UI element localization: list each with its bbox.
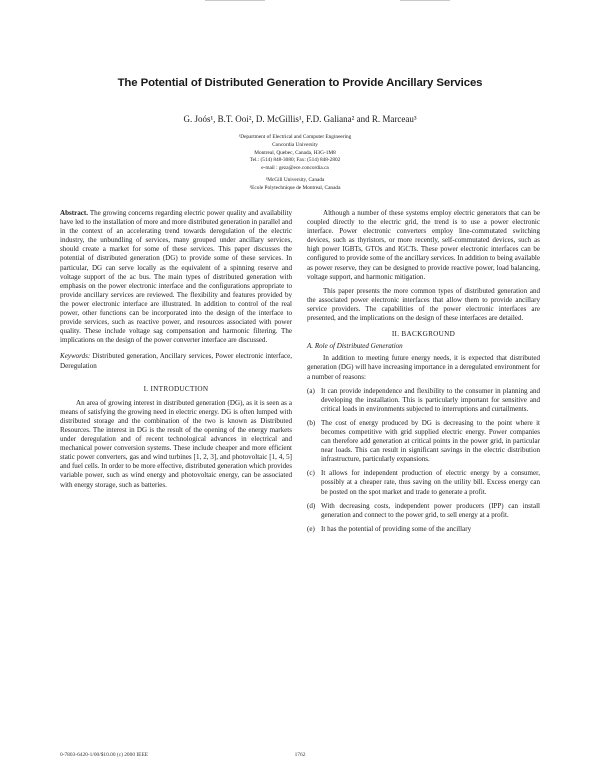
affiliation-line: ¹Department of Electrical and Computer Engineering	[238, 134, 352, 140]
left-column	[60, 209, 292, 490]
keywords-text: Distributed generation, Ancillary services, Power electronic interface, Deregulation	[60, 352, 292, 370]
keywords	[60, 352, 292, 370]
right-paragraph-1: Although a number of these systems employ electric generators that can be coupled directly to the electric grid, the trend is to use a power electronic interface. Power electronic converters employ line-commutated switching devices, such as thyristors, or more recently, self-commutated devices, such as high power IGBTs, GTOs and IGCTs. These power electronic interfaces can be configured to provide some of the ancillary services. In addition to being available as power reserve, they can be designed to provide reactive power, load balancing, voltage support, and harmonic mitigation.	[307, 209, 540, 281]
page-footer	[60, 752, 540, 760]
intro-paragraph: An area of growing interest in distributed generation (DG), as it is seen as a means of satisfying the growing need in electric energy. DG is often lumped with distributed storage and the combination of the two is known as Distributed Resources. The interest in DG is the result of the opening of the energy markets under deregulation and of recent technological advances in electrical and mechanical power conversion systems. These include cheaper and more efficient static power converters, gas and wind turbines [1, 2, 3], and photovoltaic [1, 4, 5] and fuel cells. In order to be more effective, distributed generation which provides variable power, such as wind energy and photovoltaic energy, can be associated with energy storage, such as batteries.	[60, 398, 292, 489]
list-item: (b) The cost of energy produced by DG is decreasing to the point where it becomes competitive with grid supplied electric energy. Power companies can therefore add generation at critical points in the power grid, in particular near loads. This can result in significant savings in the electric distribution infrastructure, particularly expansions.	[307, 418, 540, 464]
list-item: (c) It allows for independent production of electric energy by a consumer, possibly at a cheaper rate, thus saving on the utility bill. Excess energy can be posted on the spot market and trade to generate a profit.	[307, 469, 540, 496]
affiliation-line: Tel.: (514) 848-3080; Fax: (514) 848-2802	[249, 157, 341, 164]
keywords-label: Keywords:	[60, 352, 91, 361]
list-item: (d) With decreasing costs, independent power producers (IPP) can install generation and connect to the power grid, to sell energy at a profit.	[307, 501, 540, 519]
section-heading-background: II. BACKGROUND	[391, 330, 456, 339]
affiliation-line: Montreal, Quebec, Canada, H3G-1M8	[254, 149, 336, 156]
abstract	[60, 209, 292, 345]
list-item: (e) It has the potential of providing some of the ancillary	[307, 524, 472, 533]
list-item: (a) It can provide independence and flexibility to the consumer in planning and developing the installation. This is particularly important for sensitive and critical loads in environments subjected to interruptions and curtailments.	[307, 386, 540, 413]
right-paragraph-2: This paper presents the more common types of distributed generation and the associated power electronic interfaces that allow them to provide ancillary service providers. The capabilities of the power electronic interfaces are presented, and the implications on the design of these interfaces are detailed.	[307, 286, 540, 323]
paper-title: The Potential of Distributed Generation to Provide Ancillary Services	[117, 77, 483, 89]
right-column	[307, 209, 540, 534]
footer-copyright: 0-7803-6420-1/00/$10.00 (c) 2000 IEEE	[60, 752, 149, 758]
role-intro-paragraph: In addition to meeting future energy needs, it is expected that distributed generation (DG) will have increasing importance in a deregulated environment for a number of reasons:	[307, 354, 540, 381]
subsection-heading: A. Role of Distributed Generation	[307, 342, 403, 351]
abstract-text: The growing concerns regarding electric power quality and availability have led to the installation of more and more distributed generation in parallel and in the context of an accelerating trend towards deregulation of the electric industry, the unbundling of services, many grouped under ancillary services, should create a market for some of these services. This paper discusses the potential of distributed generation (DG) to provide some of these services. In particular, DG can serve locally as the equivalent of a spinning reserve and voltage support of the ac bus. The main types of distributed generation with emphasis on the power electronic interface and the configurations appropriate to provide ancillary services are reviewed. The flexibility and features provided by the power electronic interface are illustrated. In addition to control of the real power, other functions can be incorporated into the design of the interface to provide services, such as reactive power, and resources associated with power quality. These include voltage sag compensation and harmonic filtering. The implications on the design of the power converter interface are discussed.	[60, 209, 292, 345]
affiliation-email: e-mail : geza@ece.concordia.ca	[261, 165, 329, 172]
author-list: G. Joós¹, B.T. Ooi², D. McGillis¹, F.D. Galiana² and R. Marceau³	[183, 114, 417, 124]
affiliation-line: ²McGill University, Canada	[265, 176, 325, 183]
abstract-label: Abstract.	[60, 209, 88, 217]
affiliation-line: ³Ecole Polytechnique de Montreal, Canada	[249, 184, 341, 191]
page-number: 1762	[294, 752, 306, 758]
affiliation-line: Concordia University	[272, 141, 318, 148]
section-heading-introduction: I. INTRODUCTION	[143, 384, 209, 393]
top-rule-left	[205, 0, 265, 1]
affiliations	[220, 134, 370, 193]
top-rule-right	[400, 0, 450, 1]
